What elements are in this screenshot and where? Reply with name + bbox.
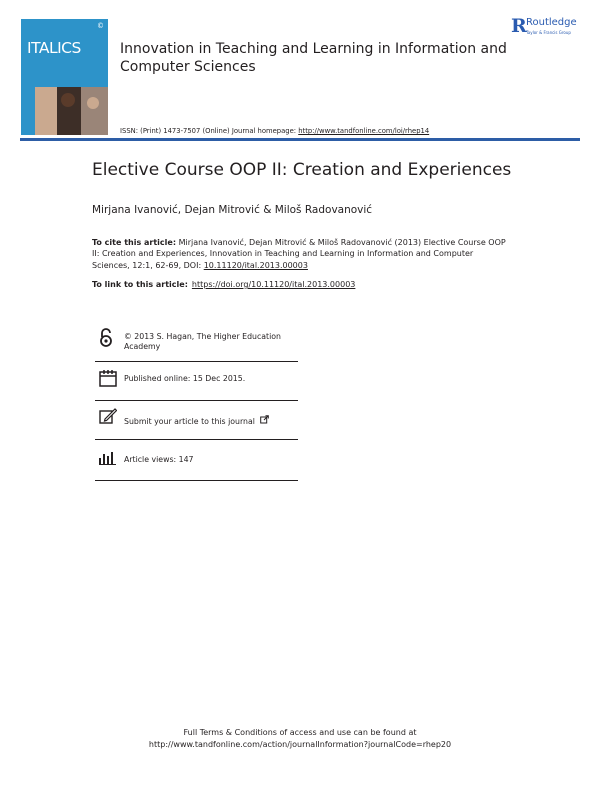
- article-doi-url[interactable]: https://doi.org/10.11120/ital.2013.00003: [191, 280, 356, 289]
- footer-terms-link[interactable]: http://www.tandfonline.com/action/journalInformation?journalCode=rhep20: [148, 739, 452, 749]
- published-row: [95, 362, 298, 401]
- license-row: [95, 325, 298, 362]
- citation-label: To cite this article:: [92, 238, 177, 247]
- routledge-logo[interactable]: [511, 16, 591, 40]
- submit-article-label: Submit your article to this journal: [124, 417, 255, 426]
- journal-homepage-link[interactable]: http://www.tandfonline.com/loi/rhep14: [298, 127, 430, 135]
- routledge-r-icon: R: [511, 15, 527, 37]
- article-info-block: [95, 325, 298, 481]
- journal-title: Innovation in Teaching and Learning in Information and Computer Sciences: [120, 41, 507, 75]
- header-divider: [20, 138, 580, 141]
- citation-block: [92, 237, 512, 271]
- submit-row[interactable]: [95, 401, 298, 440]
- views-row[interactable]: [95, 440, 298, 481]
- issn-line: [120, 127, 429, 135]
- article-title: Elective Course OOP II: Creation and Experiences: [92, 160, 512, 180]
- citation-text: Mirjana Ivanović, Dejan Mitrović & Miloš Radovanović (2013) Elective Course OOP II: Creation and Experiences, Innovation in Teaching and Learning in Information and Computer Sciences, 12:1, 62-69, DOI:: [92, 238, 506, 270]
- open-access-icon: [99, 328, 113, 352]
- cover-mark: ©: [97, 22, 104, 30]
- issn-text: ISSN: (Print) 1473-7507 (Online) Journal homepage:: [120, 127, 299, 135]
- calendar-icon: [99, 369, 117, 391]
- publisher-tagline: Taylor & Francis Group: [526, 30, 571, 35]
- license-text: © 2013 S. Hagan, The Higher Education Academy: [124, 332, 281, 351]
- publisher-name: Routledge: [526, 17, 577, 28]
- cover-logo-text: ITALICS: [27, 39, 81, 57]
- journal-cover-image: [21, 19, 108, 135]
- citation-doi-link[interactable]: 10.11120/ital.2013.00003: [203, 260, 308, 270]
- article-link-label: To link to this article:: [92, 280, 188, 289]
- footer-terms-text: Full Terms & Conditions of access and use can be found at: [183, 728, 417, 737]
- footer-terms: [0, 727, 600, 750]
- cover-photo: [35, 87, 108, 135]
- article-link-line: [92, 280, 355, 289]
- bar-chart-icon: [99, 450, 117, 469]
- edit-icon: [99, 408, 117, 429]
- article-views[interactable]: Article views: 147: [124, 455, 194, 464]
- external-link-icon: [260, 415, 269, 424]
- submit-article-link[interactable]: [124, 415, 269, 427]
- article-authors: Mirjana Ivanović, Dejan Mitrović & Miloš Radovanović: [92, 204, 373, 216]
- published-date: Published online: 15 Dec 2015.: [124, 374, 246, 383]
